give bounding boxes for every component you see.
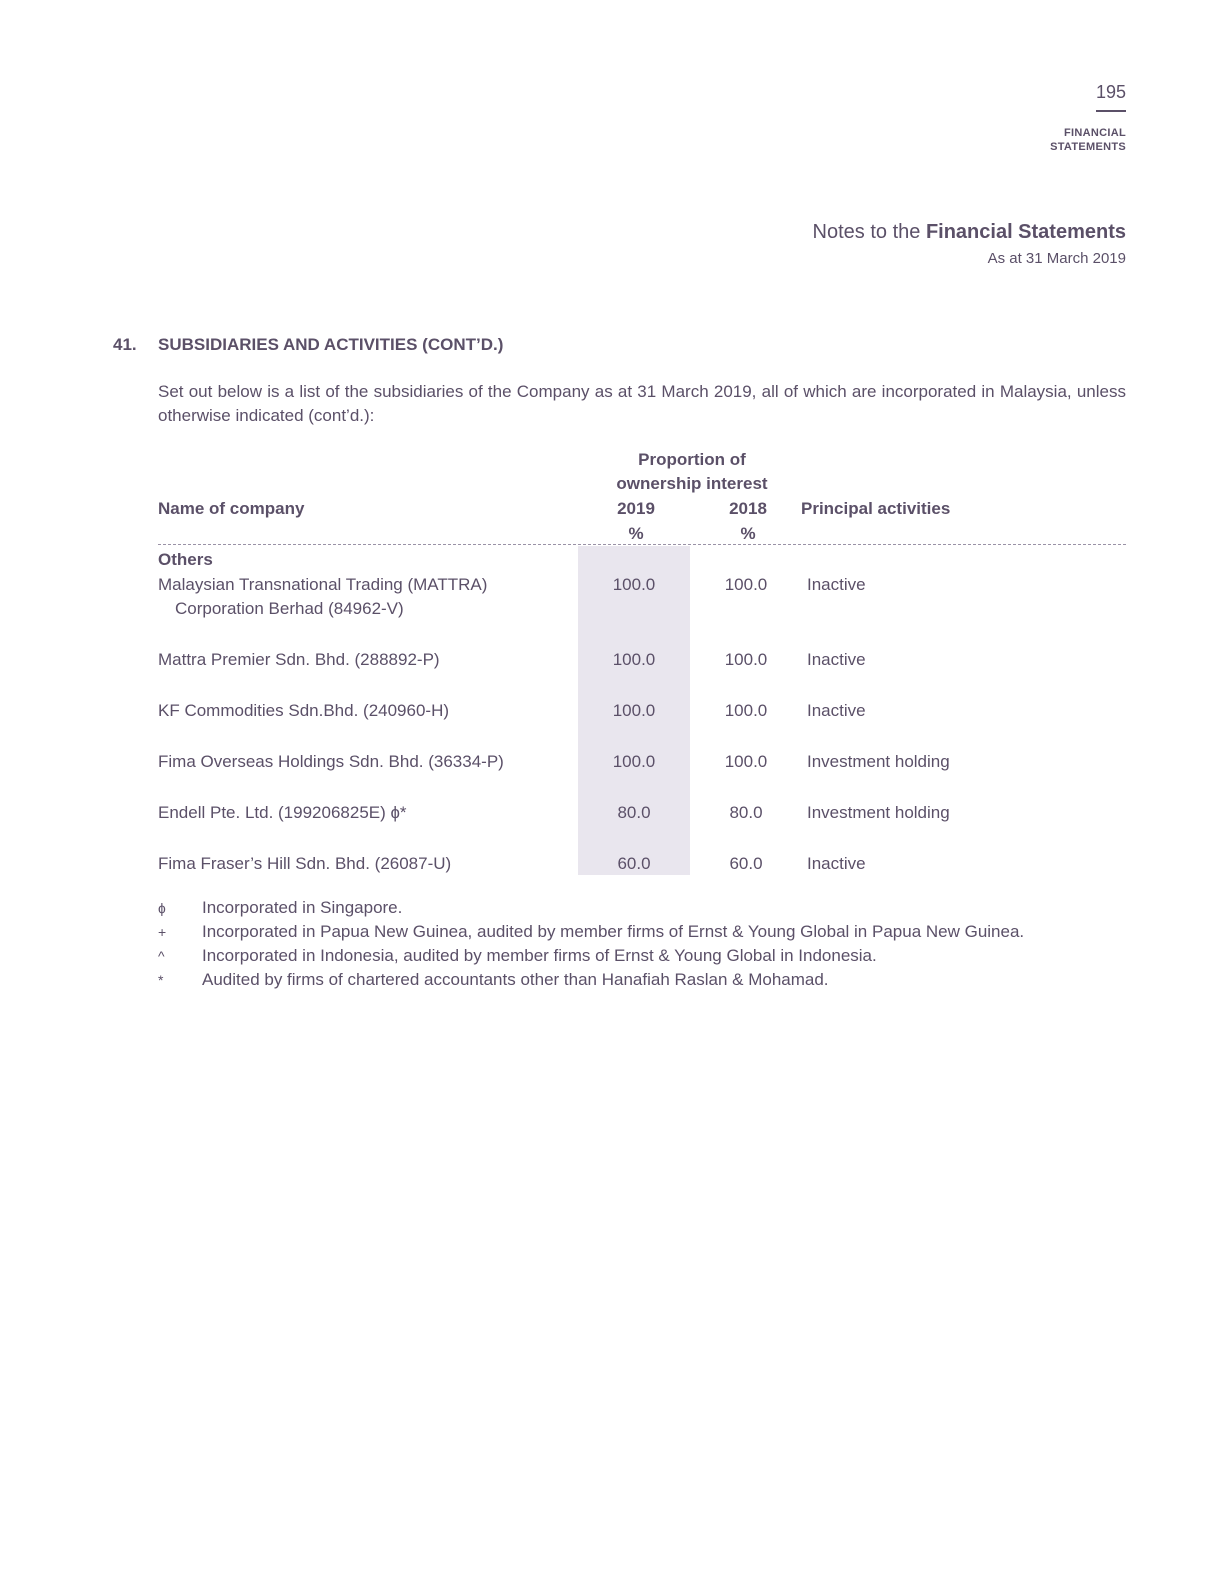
header-principal-activities: Principal activities [801, 499, 951, 518]
table-row-2018: 100.0 [724, 575, 768, 594]
table-row-activity: Inactive [807, 650, 866, 669]
table-row-2019: 100.0 [612, 575, 656, 594]
footnotes [158, 896, 1126, 992]
header-unit-2019: % [628, 524, 644, 543]
table-row-activity: Inactive [807, 854, 866, 873]
table-row-2019: 100.0 [612, 752, 656, 771]
footnote-text: Incorporated in Singapore. [202, 898, 403, 917]
header-2019: 2019 [617, 499, 655, 518]
table-row-name: Fima Fraser’s Hill Sdn. Bhd. (26087-U) [158, 854, 452, 873]
section-label-line1: FINANCIAL [1064, 127, 1126, 139]
table-row-name-continued: Corporation Berhad (84962-V) [175, 599, 404, 618]
group-label-others: Others [158, 550, 213, 569]
footnote-mark: ^ [158, 948, 165, 964]
table-row-2018: 80.0 [729, 803, 763, 822]
table-row-2019: 100.0 [612, 650, 656, 669]
table-row-name: Endell Pte. Ltd. (199206825E) ɸ* [158, 803, 407, 822]
table-row-activity: Investment holding [807, 803, 950, 822]
table-row-name: KF Commodities Sdn.Bhd. (240960-H) [158, 701, 450, 720]
header-group-line2: ownership interest [616, 474, 768, 493]
table-row-2019: 80.0 [617, 803, 651, 822]
page-number-rule [1096, 110, 1126, 112]
header-divider [158, 544, 1126, 545]
page-number: 195 [1095, 82, 1126, 102]
table-row-2018: 100.0 [724, 701, 768, 720]
footnote-mark: ɸ [158, 900, 166, 916]
footnote-mark: + [158, 924, 167, 940]
table-row-name: Malaysian Transnational Trading (MATTRA) [158, 575, 488, 594]
notes-title-bold: Financial Statements [925, 221, 1126, 243]
table-row-2018: 100.0 [724, 752, 768, 771]
header-unit-2018: % [740, 524, 756, 543]
header-name-of-company: Name of company [158, 499, 305, 518]
notes-title-regular: Notes to the [812, 221, 926, 243]
table-row-2018: 100.0 [724, 650, 768, 669]
table-row-2019: 100.0 [612, 701, 656, 720]
footnote-singapore [158, 896, 1126, 920]
footnote-text: Incorporated in Indonesia, audited by member firms of Ernst & Young Global in Indonesia. [202, 946, 877, 965]
header-2018: 2018 [729, 499, 767, 518]
footnote-other-auditors [158, 968, 1126, 992]
section-label-line2: STATEMENTS [1050, 141, 1126, 153]
notes-title [813, 221, 1126, 244]
table-row-2018: 60.0 [729, 854, 763, 873]
table-row-activity: Investment holding [807, 752, 950, 771]
table-row-activity: Inactive [807, 701, 866, 720]
footnote-text: Audited by firms of chartered accountants other than Hanafiah Raslan & Mohamad. [202, 970, 829, 989]
footnote-indonesia [158, 944, 1126, 968]
table-row-name: Mattra Premier Sdn. Bhd. (288892-P) [158, 650, 440, 669]
note-number: 41. [113, 335, 137, 354]
table-row-name: Fima Overseas Holdings Sdn. Bhd. (36334-P) [158, 752, 504, 771]
notes-date: As at 31 March 2019 [987, 250, 1126, 267]
note-intro: Set out below is a list of the subsidiaries of the Company as at 31 March 2019, all of which are incorporated in Malaysia, unless otherwise indicated (cont’d.): [158, 382, 1126, 425]
note-heading: SUBSIDIARIES AND ACTIVITIES (CONT’D.) [158, 335, 504, 354]
footnote-papua-new-guinea [158, 920, 1126, 944]
section-label [1050, 126, 1126, 154]
header-group-line1: Proportion of [638, 450, 746, 469]
table-row-2019: 60.0 [617, 854, 651, 873]
footnote-mark: * [158, 972, 164, 988]
table-row-activity: Inactive [807, 575, 866, 594]
footnote-text: Incorporated in Papua New Guinea, audited by member firms of Ernst & Young Global in Papua New Guinea. [202, 922, 1025, 941]
